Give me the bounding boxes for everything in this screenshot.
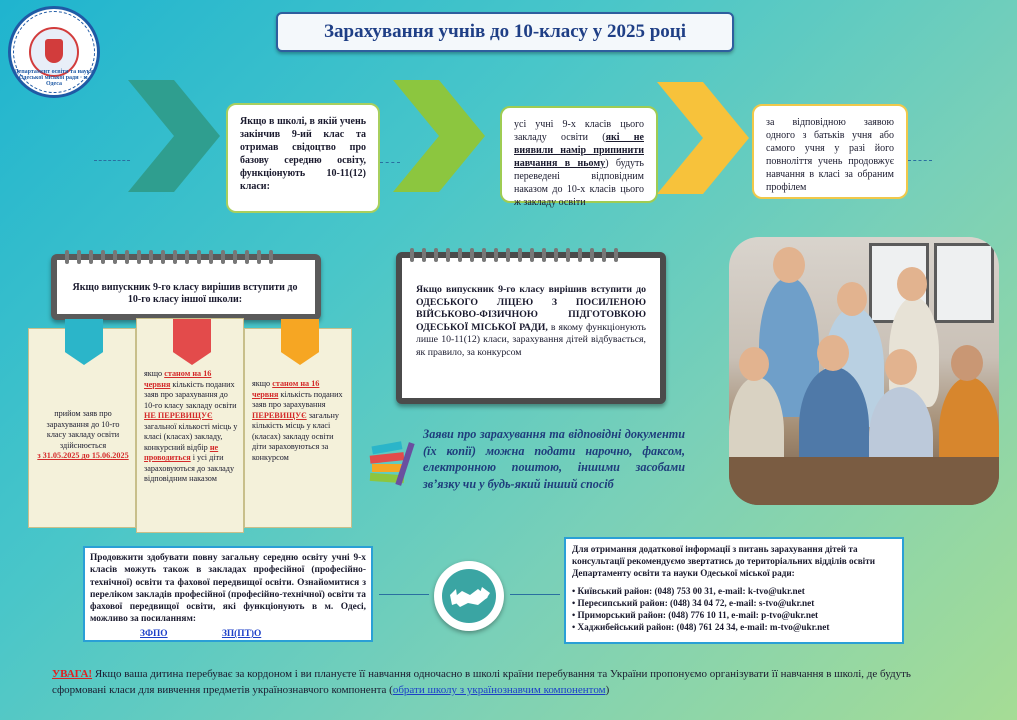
col3-c: загальну кількість місць у класі (класах) закладу освіти діти зараховуються за конкурсом [252, 410, 339, 462]
flow-box-transfer-pre: усі учні 9-х класів цього закладу освіти ( [514, 119, 644, 143]
link-zfpo[interactable]: ЗФПО [140, 628, 168, 639]
choose-school-link[interactable]: обрати школу з українознавчим компонентом [392, 684, 606, 696]
students-photo [729, 237, 999, 505]
leaflet-col-not-exceed [136, 318, 244, 533]
lyceum-text [416, 284, 646, 359]
flow-box-profile: за відповідною заявою одного з батьків учня або самого учня у разі його повноліття учень продовжує навчання в класі за обраним профілем [752, 104, 908, 199]
chevron-yellow-icon [657, 82, 749, 194]
vocational-info [83, 546, 373, 642]
arrow-left-line [379, 594, 429, 595]
folded-leaflet [28, 318, 352, 538]
col2-flag: НЕ ПЕРЕВИЩУЄ [144, 411, 213, 420]
photo-head [837, 282, 867, 316]
col2-date: станом на 16 червня [144, 369, 212, 389]
warning-text: Якщо ваша дитина перебуває за кордоном і ви плануєте її навчання одночасно в школі країни перебування та України пропонуємо організувати її навчання в школі, де будуть сформовані класи для вивчення предметів українознавчого компонента ( [52, 668, 911, 696]
photo-head [773, 247, 805, 283]
dates-range: з 31.05.2025 до 15.06.2025 [37, 451, 129, 460]
vocational-text: Продовжити здобувати повну загальну середню освіту учні 9-х класів можуть також в закладах професійної (професійно-технічної) освіти та фахової передвищої освіти. Ознайомитися з переліком закладів професійної (професійно-технічної) освіти та фахової передвищої освіти, які функціонують в м. Одесі, можливо за посиланням: [90, 553, 366, 625]
leaflet-col-dates [28, 328, 136, 528]
flow-box-school-has-10-11: Якщо в школі, в якій учень закінчив 9-ий клас та отримав свідоцтво про базову середню освіту, функціонують 10-11(12) класи: [226, 103, 380, 213]
dates-text [36, 409, 130, 462]
photo-window [934, 243, 994, 323]
chevron-teal-icon [128, 80, 220, 192]
col2-b: кількість поданих заяв про зарахування до 10-го класу закладу освіти [144, 379, 237, 410]
photo-head [951, 345, 983, 381]
district-item: • Пересипський район: (048) 34 04 72, e-mail: s-tvo@ukr.net [572, 598, 815, 608]
leaflet-col-exceed [244, 328, 352, 528]
warning-end: ) [605, 684, 610, 696]
ribbon-red-icon [173, 319, 211, 365]
warning-label: УВАГА! [52, 668, 93, 680]
submission-note: Заяви про зарахування та відповідні документи (їх копії) можна подати нарочно, факсом, електронною поштою, іншими засобами зв’язку чи у будь-який інший спосіб [423, 427, 685, 491]
connector-line [94, 160, 130, 161]
ribbon-orange-icon [281, 319, 319, 365]
col2-c: загальної кількості місць у класі (класах) закладу, конкурсний відбір [144, 421, 238, 452]
binder-rings [410, 248, 626, 264]
logo-caption: Департамент освіти та науки Одеської міської ради · м. Одеса [14, 69, 94, 87]
district-item: • Київський район: (048) 753 00 31, e-mail: k-tvo@ukr.net [572, 586, 805, 596]
contacts-intro: Для отримання додаткової інформації з питань зарахування дітей та консультації рекомендуємо звертатись до територіальних відділів освіти Департаменту освіти та науки Одеської міської ради: [572, 544, 876, 578]
connector-line [380, 162, 400, 163]
binder-rings [65, 250, 281, 266]
flow-box-transfer [500, 106, 658, 208]
page-title: Зарахування учнів до 10-класу у 2025 році [276, 12, 734, 52]
books-icon [366, 438, 416, 493]
lyceum-text-bold: Якщо випускник 9-го класу вирішив вступити до ОДЕСЬКОГО ЛІЦЕЮ З ПОСИЛЕНОЮ ВІЙСЬКОВО-ФІЗИЧНОЮ ПІДГОТОВКОЮ ОДЕСЬКОЇ МІСЬКОЇ РАДИ, [416, 284, 646, 333]
district-list [572, 585, 896, 633]
lyceum-text-rest: в якому функціонують лише 10-11(12) класи, зарахування дітей відбувається, як правило, за конкурсом [416, 321, 646, 358]
link-zptо[interactable]: ЗП(ПТ)О [221, 628, 262, 639]
other-school-panel [51, 254, 321, 320]
other-school-heading: Якщо випускник 9-го класу вирішив вступити до 10-го класу іншої школи: [72, 282, 298, 305]
handshake-circle [442, 569, 496, 623]
flow-box-transfer-post: ) будуть переведені відповідним наказом до 10-х класів цього ж закладу освіти [514, 158, 644, 208]
photo-head [897, 267, 927, 301]
col3-a: якщо [252, 379, 271, 388]
col3-b: кількість поданих заяв про зарахування [252, 389, 343, 409]
photo-head [817, 335, 849, 371]
flow-box-transfer-underline: які не виявили намір припинити навчання в ньому [514, 132, 644, 169]
col2-d: і усі діти зараховуються до закладу відповідним наказом [144, 453, 235, 483]
handshake-icon [434, 561, 504, 631]
district-item: • Приморський район: (048) 776 10 11, e-mail: p-tvo@ukr.net [572, 610, 819, 620]
col3-flag: ПЕРЕВИЩУЄ [252, 410, 307, 420]
contacts-info [564, 537, 904, 644]
dates-intro: прийом заяв про зарахування до 10-го класу закладу освіти здійснюється [46, 409, 120, 450]
department-logo [8, 6, 100, 98]
ribbon-cyan-icon [65, 319, 103, 365]
col2-a: якщо [144, 369, 163, 378]
photo-table [729, 457, 999, 505]
abroad-warning [52, 666, 932, 698]
district-item: • Хаджибейський район: (048) 761 24 34, e-mail: m-tvo@ukr.net [572, 622, 830, 632]
lyceum-panel [396, 252, 666, 404]
shield-icon [45, 39, 63, 63]
col2-flag2: не проводиться [144, 442, 219, 462]
connector-line [908, 160, 932, 161]
col3-date: станом на 16 червня [252, 379, 320, 399]
arrow-right-line [510, 594, 560, 595]
vocational-links [90, 628, 366, 640]
chevron-green-icon [393, 80, 485, 192]
photo-head [885, 349, 917, 385]
photo-head [739, 347, 769, 381]
